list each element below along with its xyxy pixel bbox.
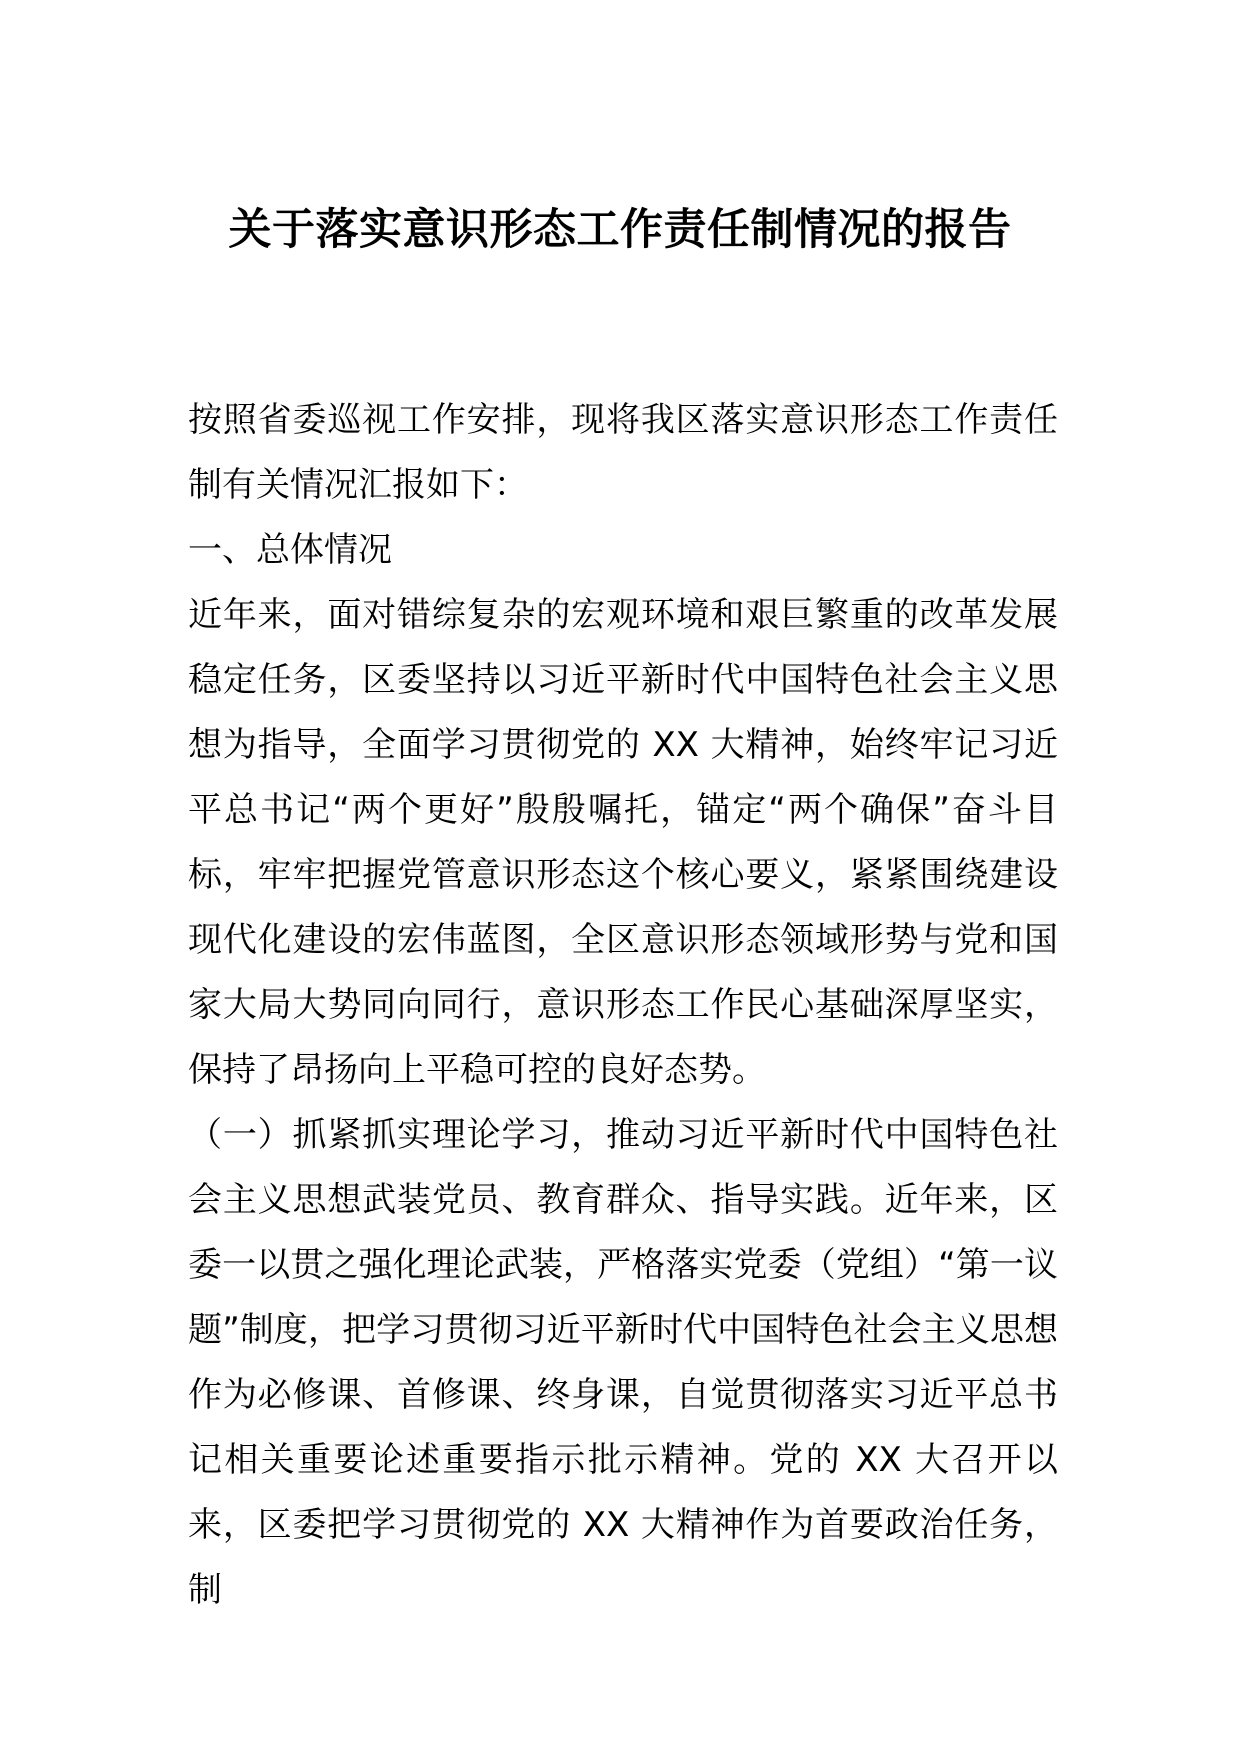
theory-study-paragraph: （一）抓紧抓实理论学习，推动习近平新时代中国特色社会主义思想武装党员、教育群众、指导实践。近年来，区委一以贯之强化理论武装，严格落实党委（党组）“第一议题”制度，把学习贯彻习近平新时代中国特色社会主义思想作为必修课、首修课、终身课，自觉贯彻落实习近平总书记相关重要论述重要指示批示精神。党的 XX 大召开以来，区委把学习贯彻党的 XX 大精神作为首要政治任务，制 <box>188 1115 1058 1610</box>
document-title: 关于落实意识形态工作责任制情况的报告 <box>228 205 1012 255</box>
overview-paragraph: 近年来，面对错综复杂的宏观环境和艰巨繁重的改革发展稳定任务，区委坚持以习近平新时代中国特色社会主义思想为指导，全面学习贯彻党的 XX 大精神，始终牢记习近平总书记“两个更好”殷殷嘱托，锚定“两个确保”奋斗目标，牢牢把握党管意识形态这个核心要义，紧紧围绕建设现代化建设的宏伟蓝图，全区意识形态领域形势与党和国家大局大势同向同行，意识形态工作民心基础深厚坚实，保持了昂扬向上平稳可控的良好态势。 <box>188 595 1058 1090</box>
section-heading: 一、总体情况 <box>188 530 392 570</box>
intro-paragraph: 按照省委巡视工作安排，现将我区落实意识形态工作责任制有关情况汇报如下： <box>188 400 1058 505</box>
document-body <box>188 388 1058 1623</box>
